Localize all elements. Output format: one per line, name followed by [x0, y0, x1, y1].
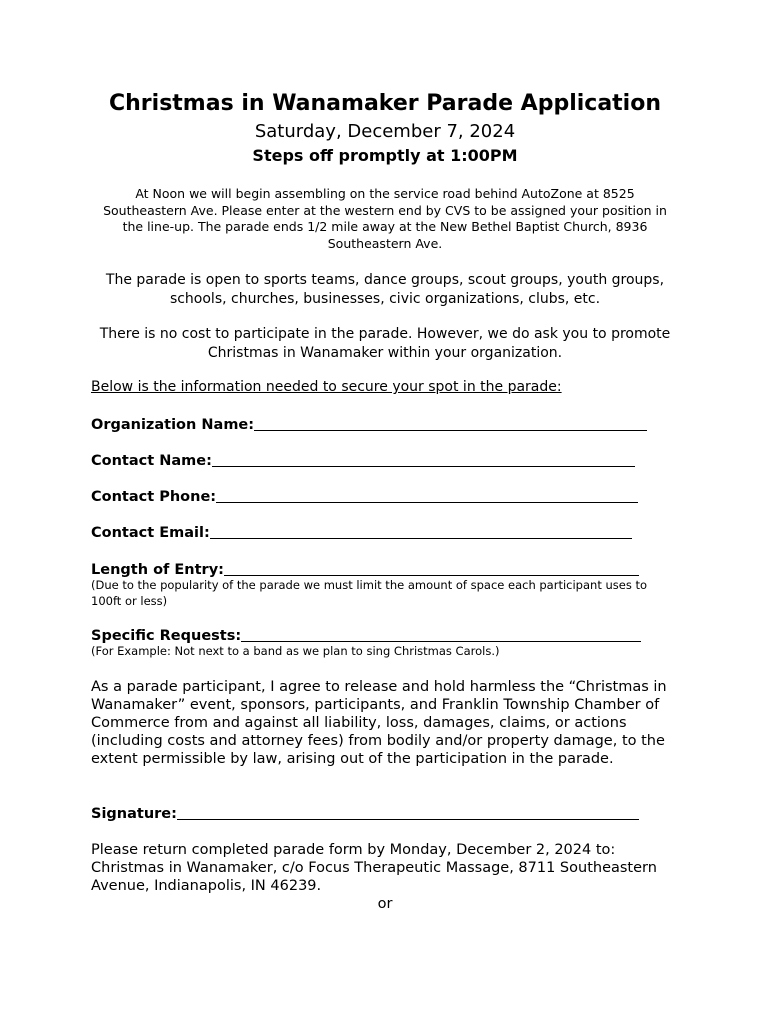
length-label: Length of Entry:	[91, 562, 224, 578]
assembly-info: At Noon we will begin assembling on the service road behind AutoZone at 8525 Southeastern Ave. Please enter at the western end by CVS to be assigned your position in the line-up. The parade ends 1/2 mile away at the New Bethel Baptist Church, 8936 Southeastern Ave.	[103, 186, 667, 251]
requests-input-line[interactable]	[241, 627, 641, 642]
requests-label: Specific Requests:	[91, 628, 242, 644]
contact-phone-input-line[interactable]	[216, 488, 638, 503]
contact-email-field[interactable]	[91, 524, 632, 541]
contact-phone-label: Contact Phone:	[91, 489, 217, 505]
organization-field[interactable]	[91, 416, 647, 433]
length-note: (Due to the popularity of the parade we must limit the amount of space each participant uses to 100ft or less)	[91, 578, 648, 608]
page-title: Christmas in Wanamaker Parade Application	[109, 91, 661, 116]
signature-input-line[interactable]	[177, 805, 639, 820]
contact-name-label: Contact Name:	[91, 453, 212, 469]
contact-email-input-line[interactable]	[210, 524, 632, 539]
requests-note: (For Example: Not next to a band as we plan to sing Christmas Carols.)	[91, 644, 500, 658]
liability-waiver: As a parade participant, I agree to release and hold harmless the “Christmas in Wanamaker” event, sponsors, participants, and Franklin Township Chamber of Commerce from and against all liability, loss, damages, claims, or actions (including costs and attorney fees) from bodily and/or property damage, to the extent permissible by law, arising out of the participation in the parade.	[91, 679, 667, 767]
signature-field[interactable]	[91, 805, 639, 822]
contact-phone-field[interactable]	[91, 488, 638, 505]
cost-info: There is no cost to participate in the parade. However, we do ask you to promote Christmas in Wanamaker within your organization.	[99, 326, 671, 361]
start-time: Steps off promptly at 1:00PM	[252, 146, 518, 165]
contact-email-label: Contact Email:	[91, 525, 210, 541]
length-field[interactable]	[91, 561, 639, 578]
form-instructions: Below is the information needed to secure your spot in the parade:	[91, 379, 562, 395]
requests-field[interactable]	[91, 627, 641, 644]
return-instructions: Please return completed parade form by Monday, December 2, 2024 to: Christmas in Wanamaker, c/o Focus Therapeutic Massage, 8711 Southeastern Avenue, Indianapolis, IN 46239.	[91, 842, 657, 894]
or-separator: or	[377, 896, 393, 912]
eligibility-info: The parade is open to sports teams, dance groups, scout groups, youth groups, schools, churches, businesses, civic organizations, clubs, etc.	[105, 272, 665, 307]
organization-input-line[interactable]	[254, 416, 647, 431]
contact-name-field[interactable]	[91, 452, 635, 469]
contact-name-input-line[interactable]	[212, 452, 635, 467]
length-input-line[interactable]	[224, 561, 639, 576]
organization-label: Organization Name:	[91, 417, 255, 433]
event-date: Saturday, December 7, 2024	[254, 121, 516, 142]
signature-label: Signature:	[91, 806, 177, 822]
